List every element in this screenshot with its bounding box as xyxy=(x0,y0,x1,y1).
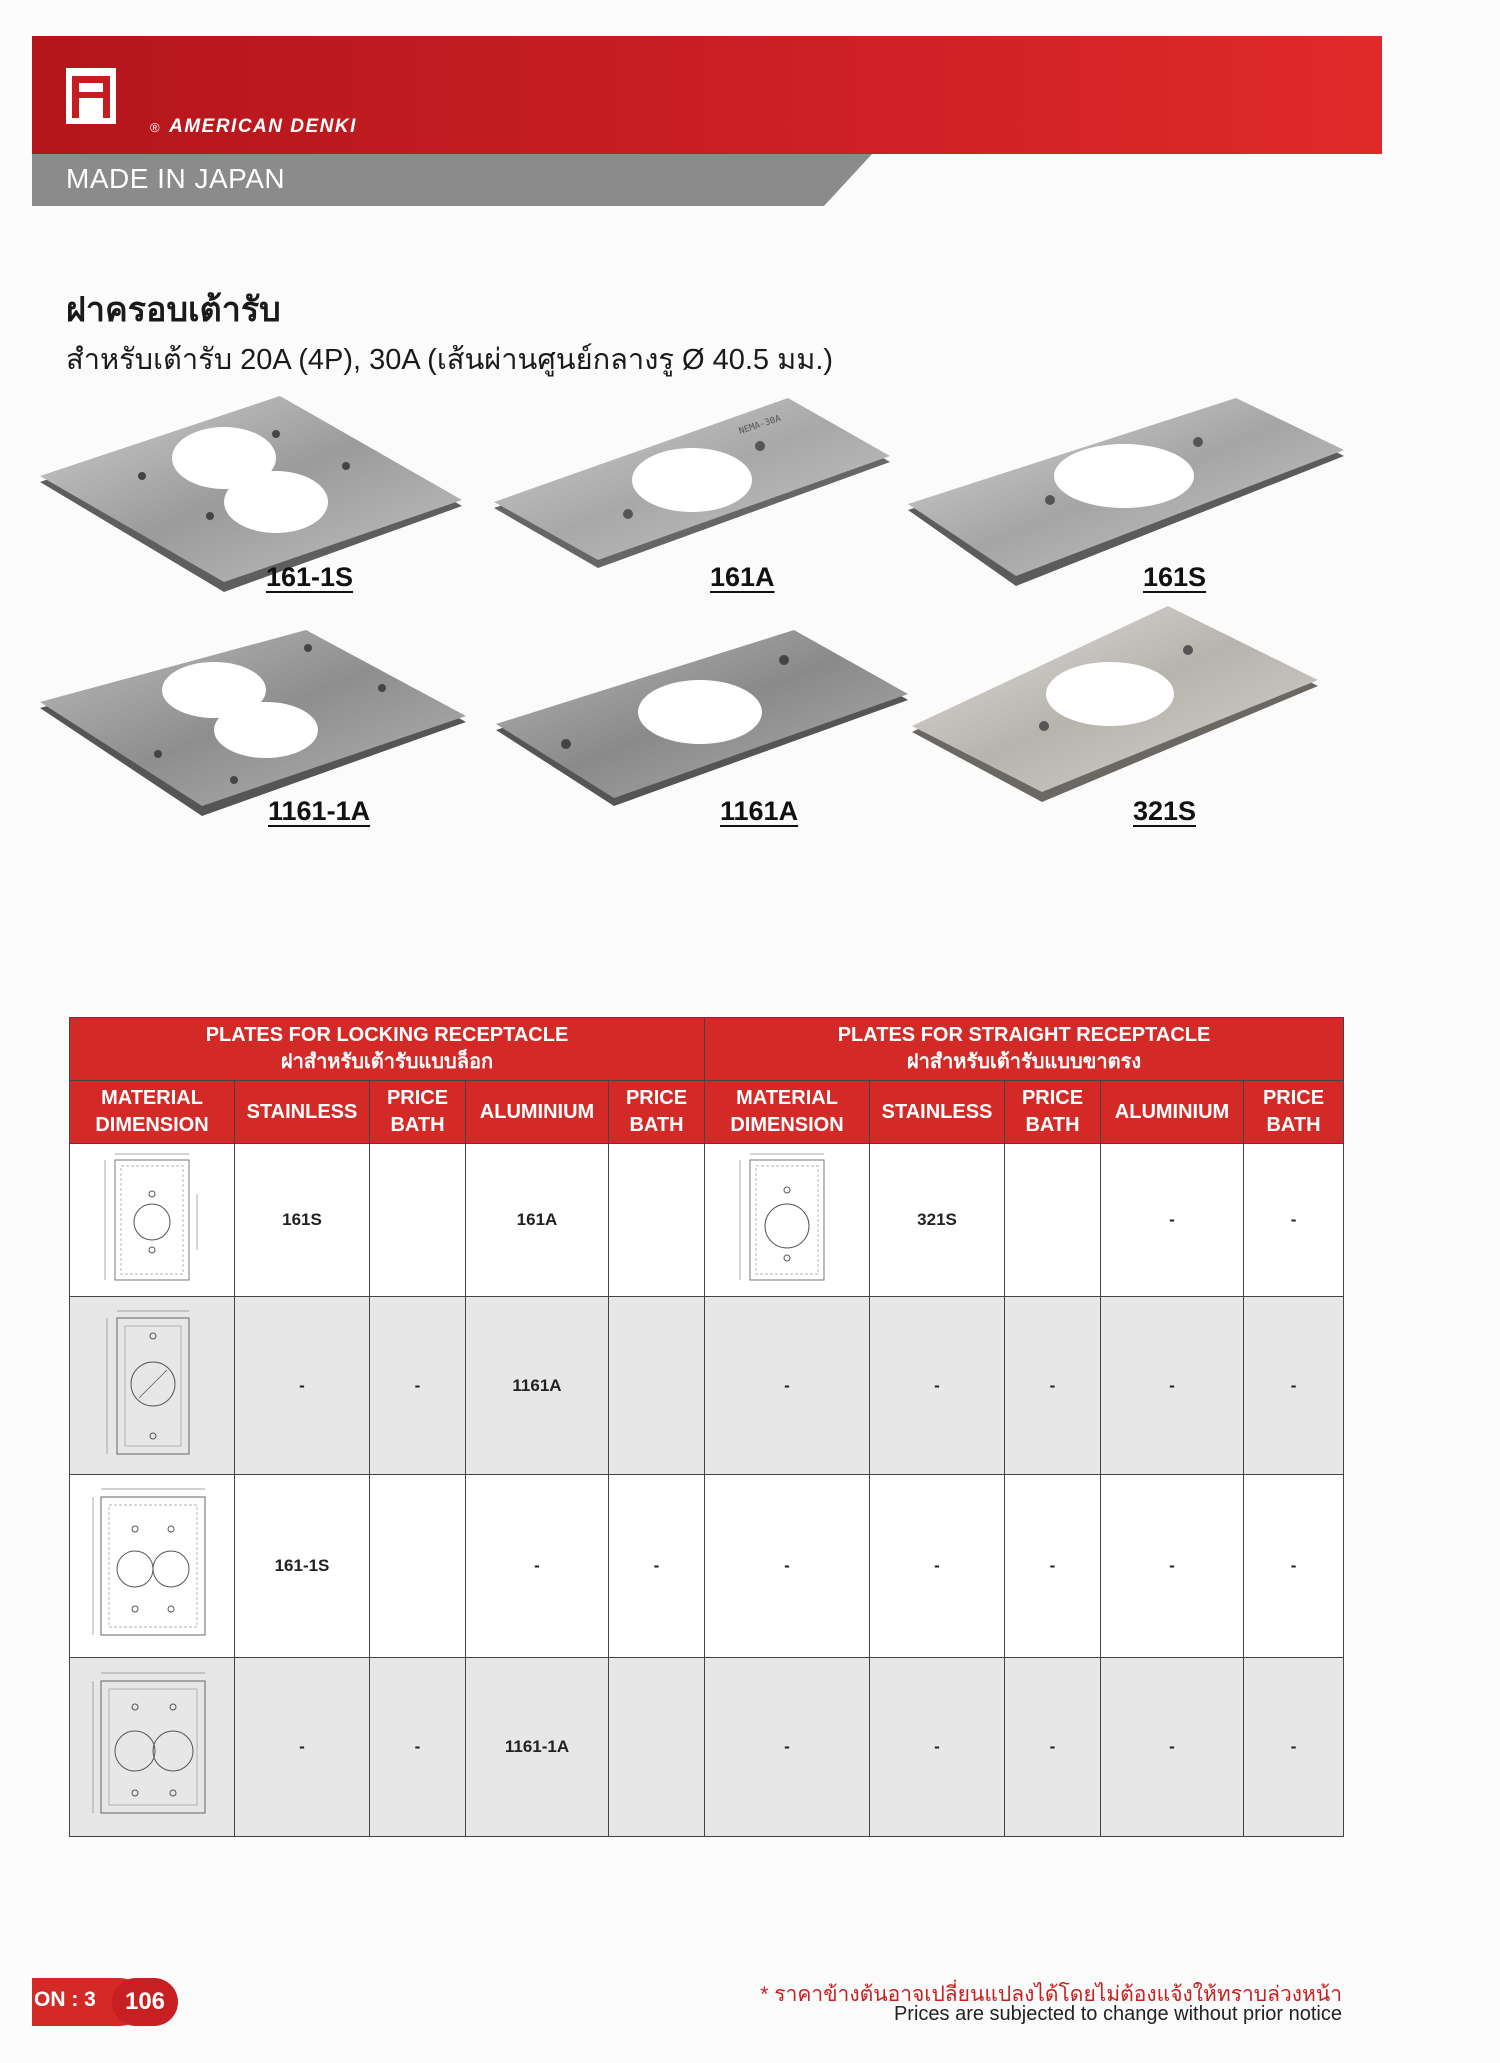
col-stainless: STAINLESS xyxy=(870,1081,1005,1144)
table-row xyxy=(70,1475,1344,1658)
cell-price: - xyxy=(1005,1297,1101,1475)
product-label: 1161-1A xyxy=(268,796,371,826)
header-banner xyxy=(32,36,1382,154)
product-label: 1161A xyxy=(720,796,799,826)
cell-price xyxy=(370,1475,466,1658)
page-title: ฝาครอบเต้ารับ xyxy=(66,291,281,329)
cell-stainless: - xyxy=(870,1475,1005,1658)
col-aluminium: ALUMINIUM xyxy=(1101,1081,1244,1144)
cell-stainless: - xyxy=(235,1297,370,1475)
cell-aluminium: 1161A xyxy=(466,1297,609,1475)
locking-header: PLATES FOR LOCKING RECEPTACLE ฝาสำหรับเต้ารับแบบล็อก xyxy=(70,1018,705,1081)
cell-price xyxy=(609,1144,705,1297)
col-price: PRICE BATH xyxy=(609,1081,705,1144)
american-denki-logo-icon xyxy=(66,68,116,124)
cell-drawing: - xyxy=(705,1297,870,1475)
product-image-161a xyxy=(492,398,892,568)
product-label: 161S xyxy=(1143,562,1207,592)
cell-aluminium: - xyxy=(1101,1144,1244,1297)
cell-price: - xyxy=(1005,1658,1101,1837)
product-image-161s xyxy=(906,398,1346,588)
table-row xyxy=(70,1144,1344,1297)
cell-price: - xyxy=(1244,1658,1344,1837)
cell-price: - xyxy=(1244,1144,1344,1297)
col-aluminium: ALUMINIUM xyxy=(466,1081,609,1144)
price-table xyxy=(69,1017,1343,1837)
straight-header: PLATES FOR STRAIGHT RECEPTACLE ฝาสำหรับเต้ารับแบบขาตรง xyxy=(705,1018,1344,1081)
cell-price: - xyxy=(1244,1475,1344,1658)
cell-aluminium: - xyxy=(1101,1475,1244,1658)
cell-aluminium: - xyxy=(1101,1297,1244,1475)
product-image-161-1s xyxy=(36,396,466,596)
product-image-321s xyxy=(910,606,1320,802)
dimension-drawing-single xyxy=(70,1297,235,1475)
cell-price xyxy=(609,1297,705,1475)
cell-aluminium: 1161-1A xyxy=(466,1658,609,1837)
cell-price: - xyxy=(609,1475,705,1658)
cell-price: - xyxy=(370,1658,466,1837)
product-image-1161a xyxy=(494,630,910,806)
cell-aluminium: - xyxy=(466,1475,609,1658)
dimension-drawing-double xyxy=(70,1475,235,1658)
col-price: PRICE BATH xyxy=(1005,1081,1101,1144)
made-in-label: MADE IN JAPAN xyxy=(66,163,286,194)
cell-stainless: 161S xyxy=(235,1144,370,1297)
cell-price xyxy=(370,1144,466,1297)
cell-price: - xyxy=(1005,1475,1101,1658)
table-row xyxy=(70,1658,1344,1837)
product-label: 161-1S xyxy=(266,562,354,592)
price-note-en: Prices are subjected to change without prior notice xyxy=(893,2003,1342,2025)
cell-aluminium: 161A xyxy=(466,1144,609,1297)
cell-price xyxy=(609,1658,705,1837)
cell-stainless: 321S xyxy=(870,1144,1005,1297)
dimension-drawing-single xyxy=(705,1144,870,1297)
col-material: MATERIAL DIMENSION xyxy=(705,1081,870,1144)
cell-drawing: - xyxy=(705,1475,870,1658)
page-subtitle: สำหรับเต้ารับ 20A (4P), 30A (เส้นผ่านศูนย์กลางรู Ø 40.5 มม.) xyxy=(66,344,834,376)
page-number: 106 xyxy=(112,1978,178,2026)
col-stainless: STAINLESS xyxy=(235,1081,370,1144)
col-price: PRICE BATH xyxy=(1244,1081,1344,1144)
dimension-drawing-double xyxy=(70,1658,235,1837)
cell-stainless: - xyxy=(870,1658,1005,1837)
cell-stainless: - xyxy=(870,1297,1005,1475)
cell-price xyxy=(1005,1144,1101,1297)
table-row xyxy=(70,1297,1344,1475)
col-price: PRICE BATH xyxy=(370,1081,466,1144)
product-label: 161A xyxy=(710,562,775,592)
brand-name: ® AMERICAN DENKI xyxy=(150,116,357,137)
cell-stainless: 161-1S xyxy=(235,1475,370,1658)
cell-aluminium: - xyxy=(1101,1658,1244,1837)
dimension-drawing-single xyxy=(70,1144,235,1297)
col-material: MATERIAL DIMENSION xyxy=(70,1081,235,1144)
svg-text:NEMA-30A: NEMA-30A xyxy=(737,413,783,437)
cell-stainless: - xyxy=(235,1658,370,1837)
cell-price: - xyxy=(370,1297,466,1475)
cell-price: - xyxy=(1244,1297,1344,1475)
cell-drawing: - xyxy=(705,1658,870,1837)
edition-label: ON : 3 xyxy=(34,1988,96,2011)
price-note-th: * ราคาข้างต้นอาจเปลี่ยนแปลงได้โดยไม่ต้องแจ้งให้ทราบล่วงหน้า xyxy=(760,1983,1342,2006)
product-image-1161-1a xyxy=(38,630,468,816)
product-label: 321S xyxy=(1133,796,1197,826)
